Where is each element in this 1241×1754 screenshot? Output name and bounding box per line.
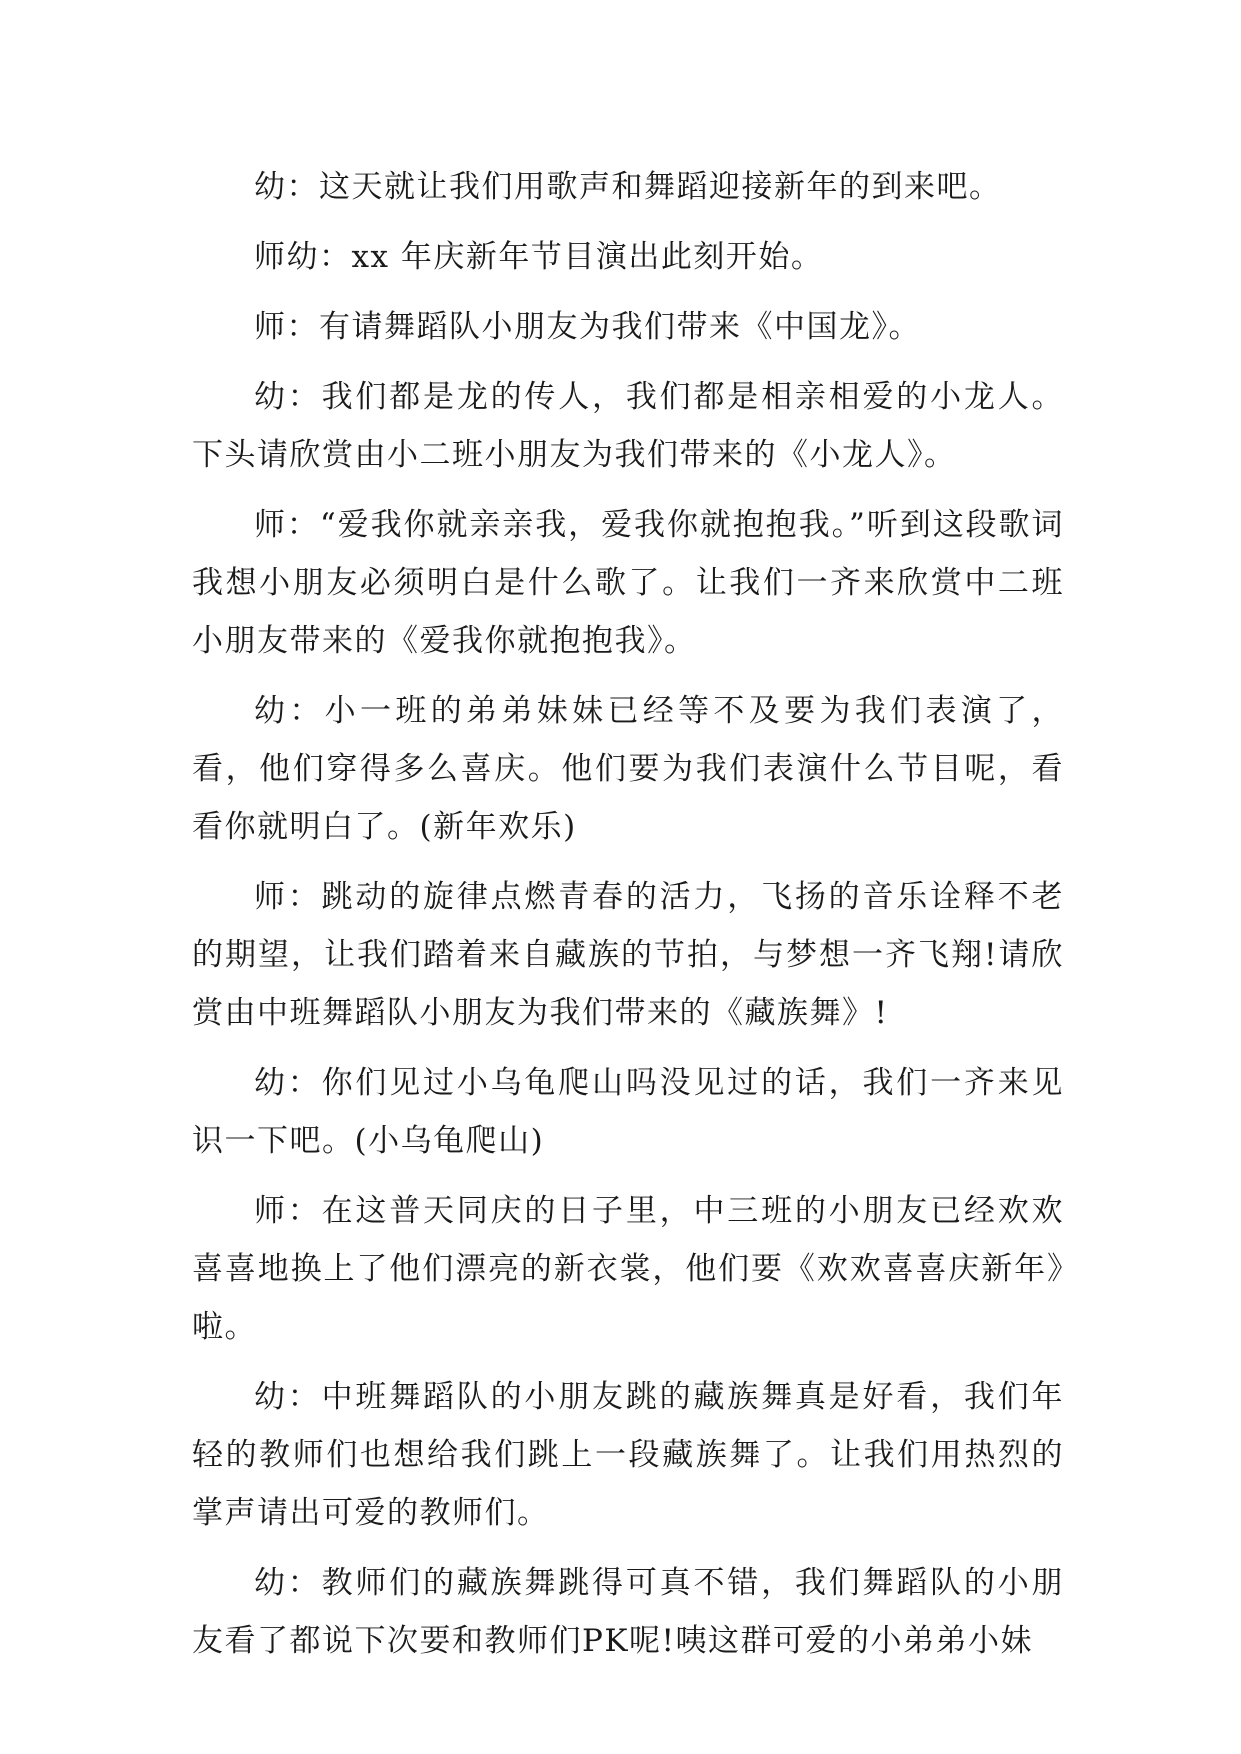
paragraph-3: 师：有请舞蹈队小朋友为我们带来《中国龙》。 [254, 309, 921, 345]
paragraph-11: 幼：教师们的藏族舞跳得可真不错，我们舞蹈队的小朋友看了都说下次要和教师们PK呢!咦这群可爱的小弟弟小妹 [192, 1565, 1064, 1659]
paragraph-8: 幼：你们见过小乌龟爬山吗没见过的话，我们一齐来见识一下吧。(小乌龟爬山) [192, 1065, 1064, 1159]
paragraph-7: 师：跳动的旋律点燃青春的活力，飞扬的音乐诠释不老的期望，让我们踏着来自藏族的节拍，与梦想一齐飞翔!请欣赏由中班舞蹈队小朋友为我们带来的《藏族舞》! [192, 879, 1064, 1031]
paragraph-9: 师：在这普天同庆的日子里，中三班的小朋友已经欢欢喜喜地换上了他们漂亮的新衣裳，他们要《欢欢喜喜庆新年》啦。 [192, 1193, 1064, 1345]
paragraph-4: 幼：我们都是龙的传人，我们都是相亲相爱的小龙人。下头请欣赏由小二班小朋友为我们带来的《小龙人》。 [192, 379, 1064, 473]
paragraph-2: 师幼：xx 年庆新年节目演出此刻开始。 [254, 239, 824, 275]
document-body [192, 158, 1064, 1682]
paragraph-5: 师：“爱我你就亲亲我，爱我你就抱抱我。”听到这段歌词我想小朋友必须明白是什么歌了。让我们一齐来欣赏中二班小朋友带来的《爱我你就抱抱我》。 [192, 507, 1064, 659]
paragraph-6: 幼：小一班的弟弟妹妹已经等不及要为我们表演了，看，他们穿得多么喜庆。他们要为我们表演什么节目呢，看看你就明白了。(新年欢乐) [192, 693, 1064, 845]
paragraph-10: 幼：中班舞蹈队的小朋友跳的藏族舞真是好看，我们年轻的教师们也想给我们跳上一段藏族舞了。让我们用热烈的掌声请出可爱的教师们。 [192, 1379, 1064, 1531]
paragraph-1: 幼：这天就让我们用歌声和舞蹈迎接新年的到来吧。 [254, 169, 1002, 205]
